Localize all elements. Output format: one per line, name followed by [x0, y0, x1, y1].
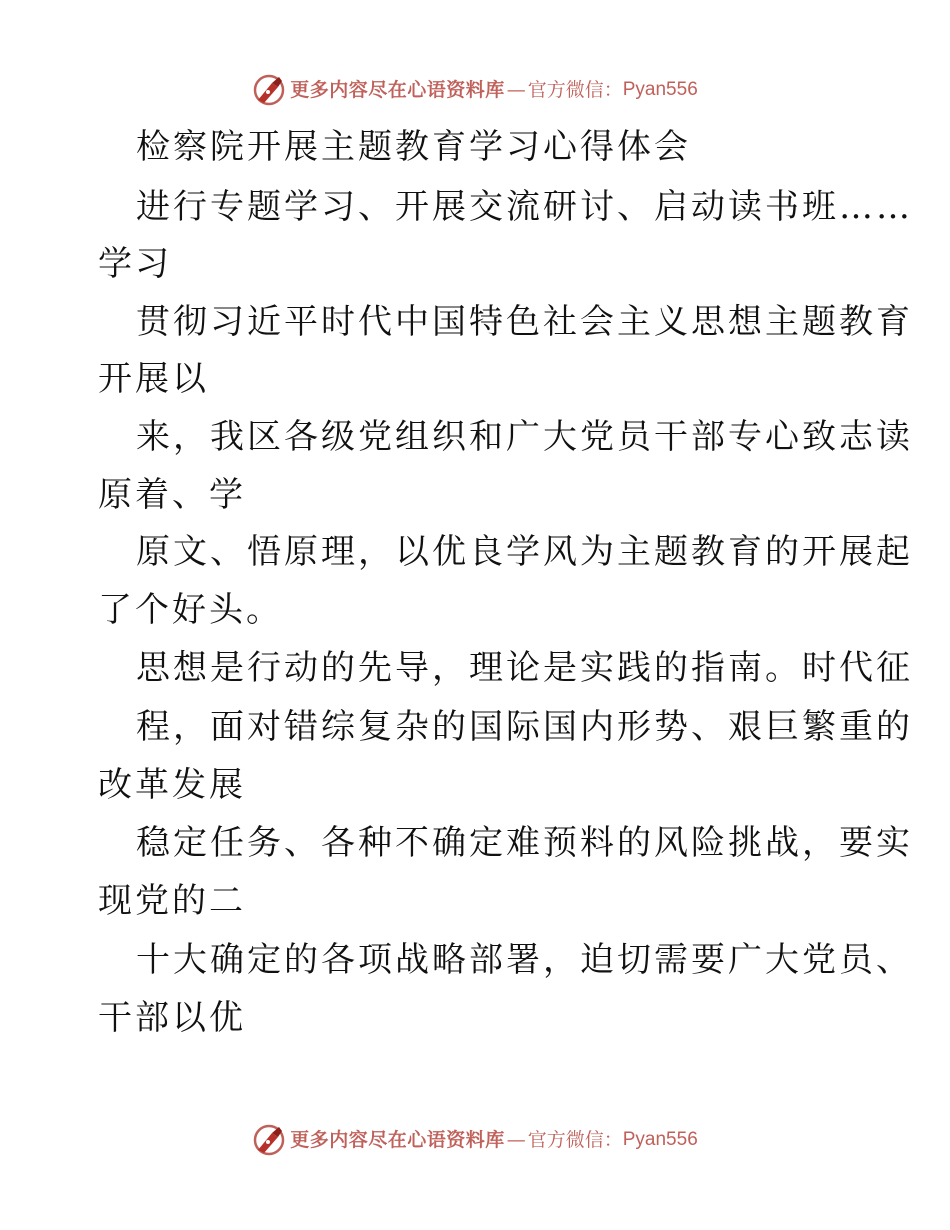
body-line-8: 了个好头。: [98, 590, 283, 630]
banner-wechat-label: 官方微信：: [527, 79, 623, 101]
pen-nib-logo-icon: [252, 73, 286, 107]
body-line-5: 来，我区各级党组织和广大党员干部专心致志读: [136, 417, 913, 457]
header-banner: [0, 70, 950, 110]
banner-brand: 更多内容尽在心语资料库: [290, 79, 505, 101]
body-line-7: 原文、悟原理，以优良学风为主题教育的开展起: [136, 532, 913, 572]
body-line-2: 学习: [98, 244, 172, 284]
body-line-14: 十大确定的各项战略部署，迫切需要广大党员、: [136, 940, 913, 980]
banner-dash: —: [506, 79, 526, 101]
body-line-13: 现党的二: [98, 881, 246, 921]
body-line-9: 思想是行动的先导，理论是实践的指南。时代征: [136, 648, 913, 688]
body-line-15: 干部以优: [98, 998, 246, 1038]
footer-wechat-id: Pyan556: [622, 1129, 698, 1150]
body-line-6: 原着、学: [98, 475, 246, 515]
body-line-11: 改革发展: [98, 765, 246, 805]
body-line-3: 贯彻习近平时代中国特色社会主义思想主题教育: [136, 302, 913, 342]
body-line-10: 程，面对错综复杂的国际国内形势、艰巨繁重的: [136, 707, 913, 747]
body-line-1: 进行专题学习、开展交流研讨、启动读书班……: [136, 187, 913, 227]
body-line-12: 稳定任务、各种不确定难预料的风险挑战，要实: [136, 823, 913, 863]
footer-banner: [0, 1120, 950, 1160]
pen-nib-logo-icon: [252, 1123, 286, 1157]
footer-wechat-label: 官方微信：: [527, 1129, 623, 1151]
document-title: 检察院开展主题教育学习心得体会: [136, 127, 691, 167]
footer-brand: 更多内容尽在心语资料库: [290, 1129, 505, 1151]
body-line-4: 开展以: [98, 359, 209, 399]
footer-dash: —: [506, 1129, 526, 1151]
banner-wechat-id: Pyan556: [622, 79, 698, 100]
